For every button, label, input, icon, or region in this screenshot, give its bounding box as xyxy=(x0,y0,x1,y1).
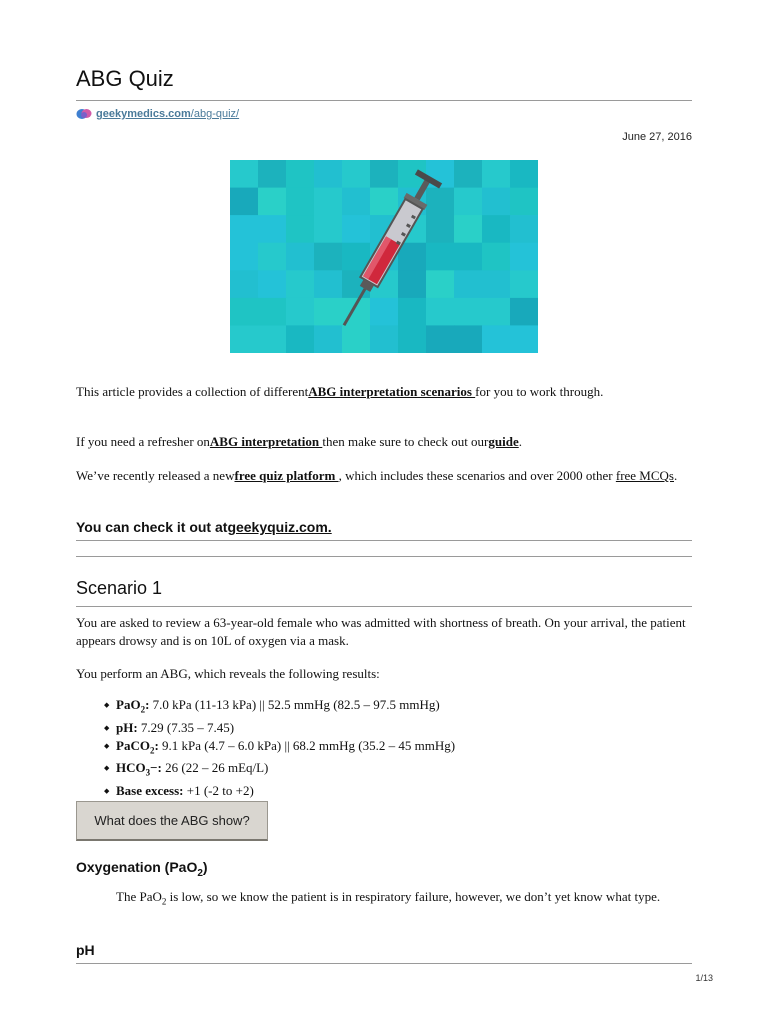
scenario-paragraph-2: You perform an ABG, which reveals the following results: xyxy=(76,666,380,681)
oxygenation-paragraph: The PaO$_2$ is low, so we know the patient is in respiratory failure, however, we don’t yet know what type. xyxy=(116,889,661,907)
abg-scenarios-link[interactable]: ABG interpretation scenarios xyxy=(308,384,476,399)
abg-results-list xyxy=(116,696,676,800)
publish-date: June 27, 2016 xyxy=(622,131,692,143)
intro-paragraph-1: This article provides a collection of differentABG interpretation scenarios for you to work through. xyxy=(76,384,604,399)
intro-paragraph-2: If you need a refresher onABG interpretation then make sure to check out ourguide. xyxy=(76,434,522,449)
list-item: ◆ Base excess: +1 (-2 to +2) xyxy=(116,782,676,800)
oxygenation-heading: Oxygenation (PaO$_2$) xyxy=(76,859,208,879)
page-title: ABG Quiz xyxy=(76,66,174,91)
brain-logo-icon xyxy=(76,108,92,120)
scenario-paragraph-1: You are asked to review a 63-year-old female who was admitted with shortness of breath. On your arrival, the patient appears drowsy and is on 10L of oxygen via a mask. xyxy=(76,615,686,648)
intro-paragraph-3: We’ve recently released a newfree quiz platform , which includes these scenarios and over 2000 other free MCQs. xyxy=(76,468,678,483)
source-link[interactable]: geekymedics.com/abg-quiz/ xyxy=(96,108,240,120)
reveal-answer-button[interactable]: What does the ABG show? xyxy=(76,801,268,841)
cta-divider-2 xyxy=(76,556,692,557)
title-divider xyxy=(76,100,692,101)
ph-heading: pH xyxy=(76,942,95,958)
list-item: ◆ $HCO_3-$: 26 (22 – 26 mEq/L) xyxy=(116,759,676,782)
ph-divider xyxy=(76,963,692,964)
source-link-row xyxy=(76,108,239,120)
guide-link[interactable]: guide xyxy=(488,434,519,449)
scenario-divider xyxy=(76,606,692,607)
geekyquiz-link[interactable]: geekyquiz.com. xyxy=(227,519,332,535)
free-quiz-platform-link[interactable]: free quiz platform xyxy=(234,468,339,483)
cta-heading: You can check it out atgeekyquiz.com. xyxy=(76,519,332,535)
list-item: ◆ pH: 7.29 (7.35 – 7.45) xyxy=(116,719,676,737)
list-item: ◆ PaCO$_2$: 9.1 kPa (4.7 – 6.0 kPa) || 68.2 mmHg (35.2 – 45 mmHg) xyxy=(116,737,676,760)
list-item: ◆ PaO$_2$: 7.0 kPa (11-13 kPa) || 52.5 mmHg (82.5 – 97.5 mmHg) xyxy=(116,696,676,719)
cta-divider-1 xyxy=(76,540,692,541)
abg-interpretation-link[interactable]: ABG interpretation xyxy=(209,434,323,449)
free-mcqs-link[interactable]: free MCQs xyxy=(615,468,674,483)
scenario-heading: Scenario 1 xyxy=(76,578,163,598)
page-number: 1/13 xyxy=(695,973,713,983)
syringe-hero-image xyxy=(230,160,538,353)
